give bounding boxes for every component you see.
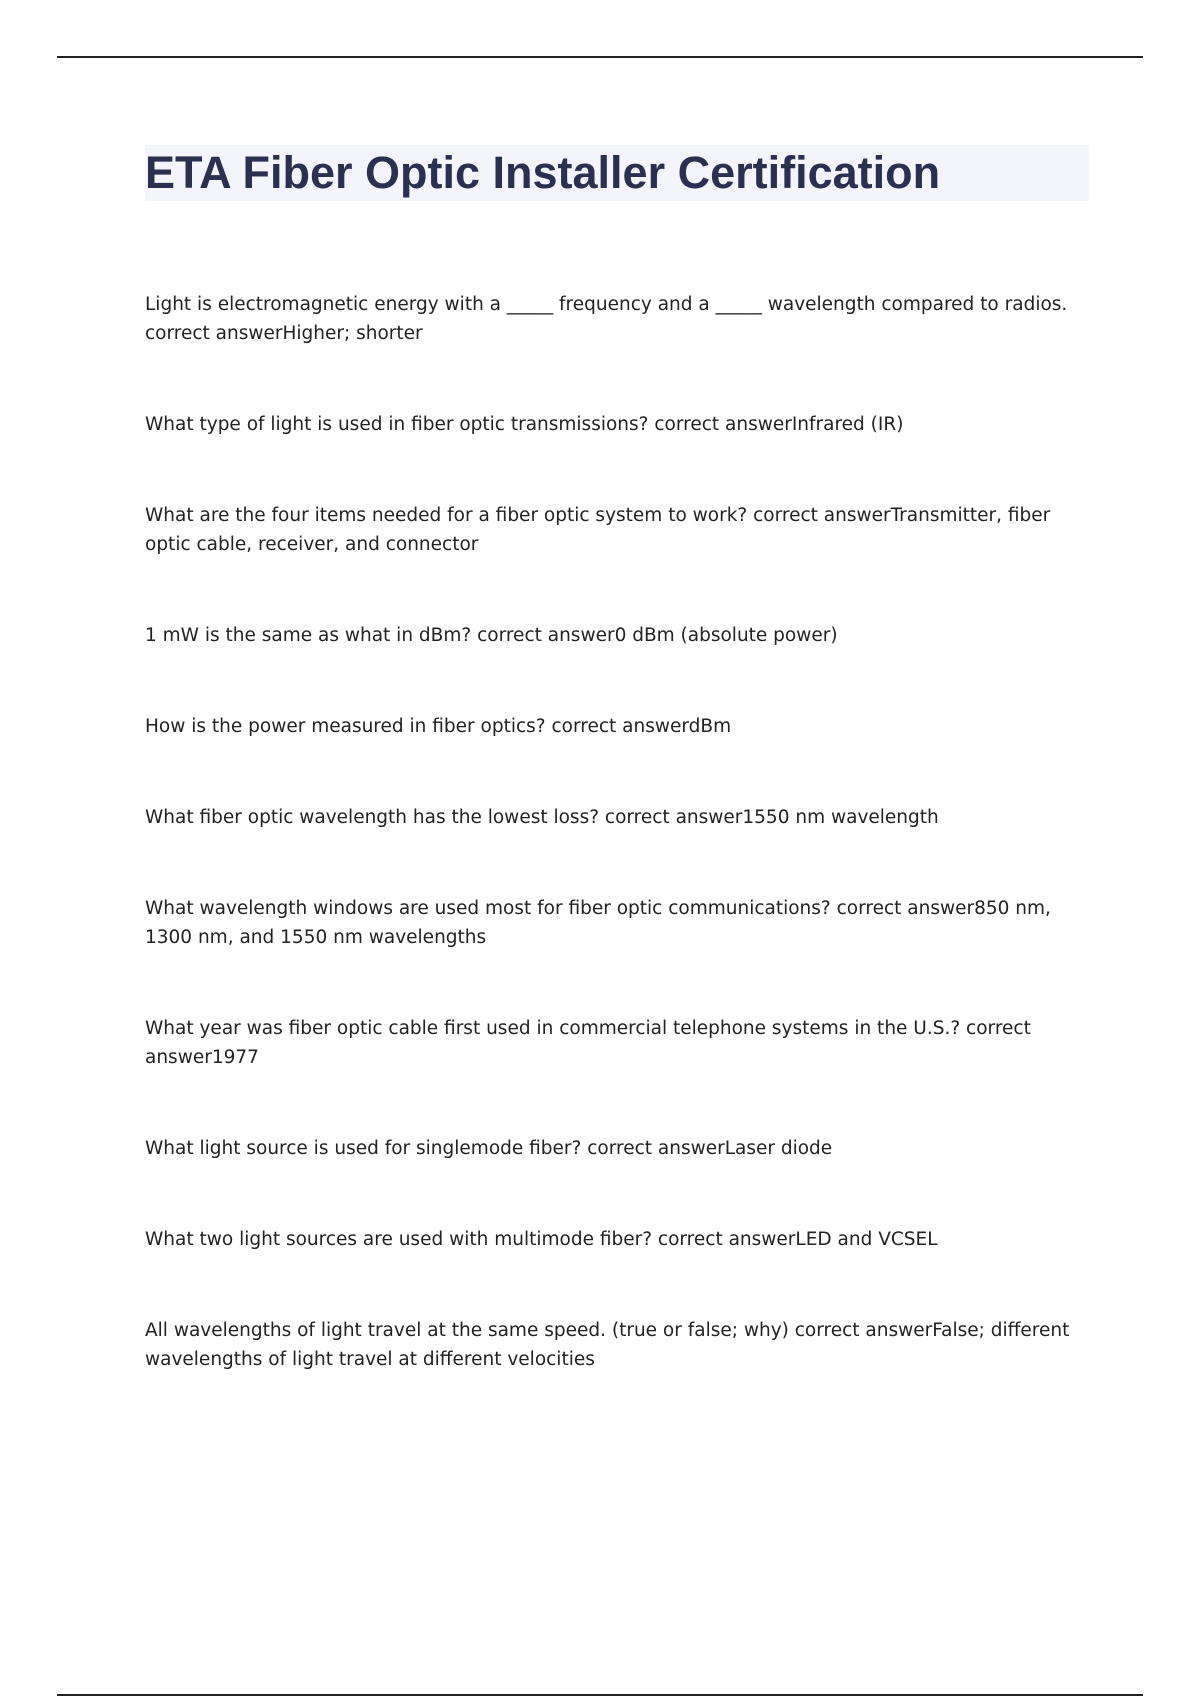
qa-item-7: What wavelength windows are used most for fiber optic communications? correct answer850 nm, 1300 nm, and 1550 nm wavelengths: [145, 898, 1051, 948]
question-answer-list: [145, 290, 1090, 1436]
qa-item-8: What year was fiber optic cable first used in commercial telephone systems in the U.S.? correct answer1977: [145, 1018, 1031, 1068]
qa-item-1: Light is electromagnetic energy with a _____ frequency and a _____ wavelength compared to radios. correct answerHigher; shorter: [145, 294, 1068, 344]
header-rule: [57, 56, 1143, 58]
qa-item-6: What fiber optic wavelength has the lowest loss? correct answer1550 nm wavelength: [145, 807, 939, 828]
qa-item-2: What type of light is used in fiber optic transmissions? correct answerInfrared (IR): [145, 414, 904, 435]
qa-item-9: What light source is used for singlemode fiber? correct answerLaser diode: [145, 1138, 833, 1159]
qa-item-3: What are the four items needed for a fiber optic system to work? correct answerTransmitter, fiber optic cable, receiver, and connector: [145, 505, 1051, 555]
qa-item-5: How is the power measured in fiber optics? correct answerdBm: [145, 716, 732, 737]
footer-rule: [57, 1694, 1143, 1696]
page-title: ETA Fiber Optic Installer Certification: [145, 147, 941, 198]
qa-item-10: What two light sources are used with multimode fiber? correct answerLED and VCSEL: [145, 1229, 938, 1250]
qa-item-4: 1 mW is the same as what in dBm? correct answer0 dBm (absolute power): [145, 625, 838, 646]
qa-item-11: All wavelengths of light travel at the same speed. (true or false; why) correct answerFalse; different wavelengths of light travel at different velocities: [145, 1320, 1070, 1370]
